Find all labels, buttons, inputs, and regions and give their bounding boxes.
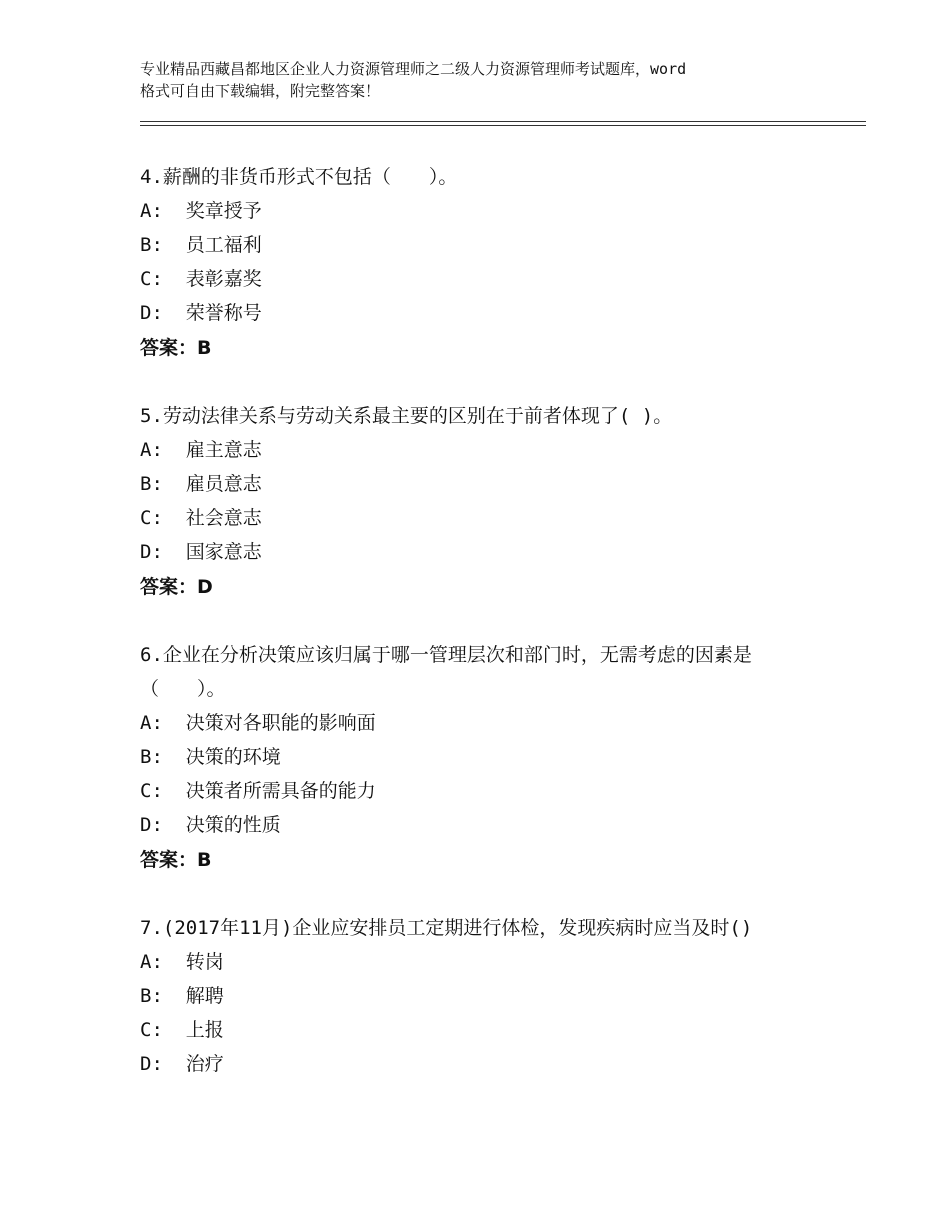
answer: 答案：B [140, 849, 212, 871]
option-b: B: 雇员意志 [140, 473, 262, 495]
option-b: B: 决策的环境 [140, 746, 281, 768]
option-c: C: 决策者所需具备的能力 [140, 780, 376, 802]
option-d: D: 治疗 [140, 1053, 224, 1075]
document-header: 专业精品西藏昌都地区企业人力资源管理师之二级人力资源管理师考试题库，word 格式可自由下载编辑，附完整答案！ [140, 60, 687, 100]
option-c: C: 社会意志 [140, 507, 262, 529]
question-7 [140, 911, 820, 1081]
option-d: D: 国家意志 [140, 541, 262, 563]
question-text: 5.劳动法律关系与劳动关系最主要的区别在于前者体现了( )。 [140, 405, 673, 427]
question-6 [140, 638, 820, 878]
question-list [140, 160, 820, 1114]
header-rule-top [140, 121, 866, 122]
question-text: 6.企业在分析决策应该归属于哪一管理层次和部门时，无需考虑的因素是（ ）。 [140, 644, 752, 700]
option-a: A: 雇主意志 [140, 439, 262, 461]
option-a: A: 决策对各职能的影响面 [140, 712, 376, 734]
question-5 [140, 399, 820, 605]
option-c: C: 上报 [140, 1019, 224, 1041]
question-text: 4.薪酬的非货币形式不包括（ ）。 [140, 166, 458, 188]
answer: 答案：D [140, 576, 213, 598]
option-d: D: 荣誉称号 [140, 302, 262, 324]
header-rule-bottom [140, 125, 866, 126]
answer: 答案：B [140, 337, 212, 359]
option-c: C: 表彰嘉奖 [140, 268, 262, 290]
option-b: B: 解聘 [140, 985, 224, 1007]
option-a: A: 转岗 [140, 951, 224, 973]
question-text: 7.(2017年11月)企业应安排员工定期进行体检，发现疾病时应当及时() [140, 917, 753, 939]
option-b: B: 员工福利 [140, 234, 262, 256]
option-a: A: 奖章授予 [140, 200, 262, 222]
question-4 [140, 160, 820, 366]
option-d: D: 决策的性质 [140, 814, 281, 836]
